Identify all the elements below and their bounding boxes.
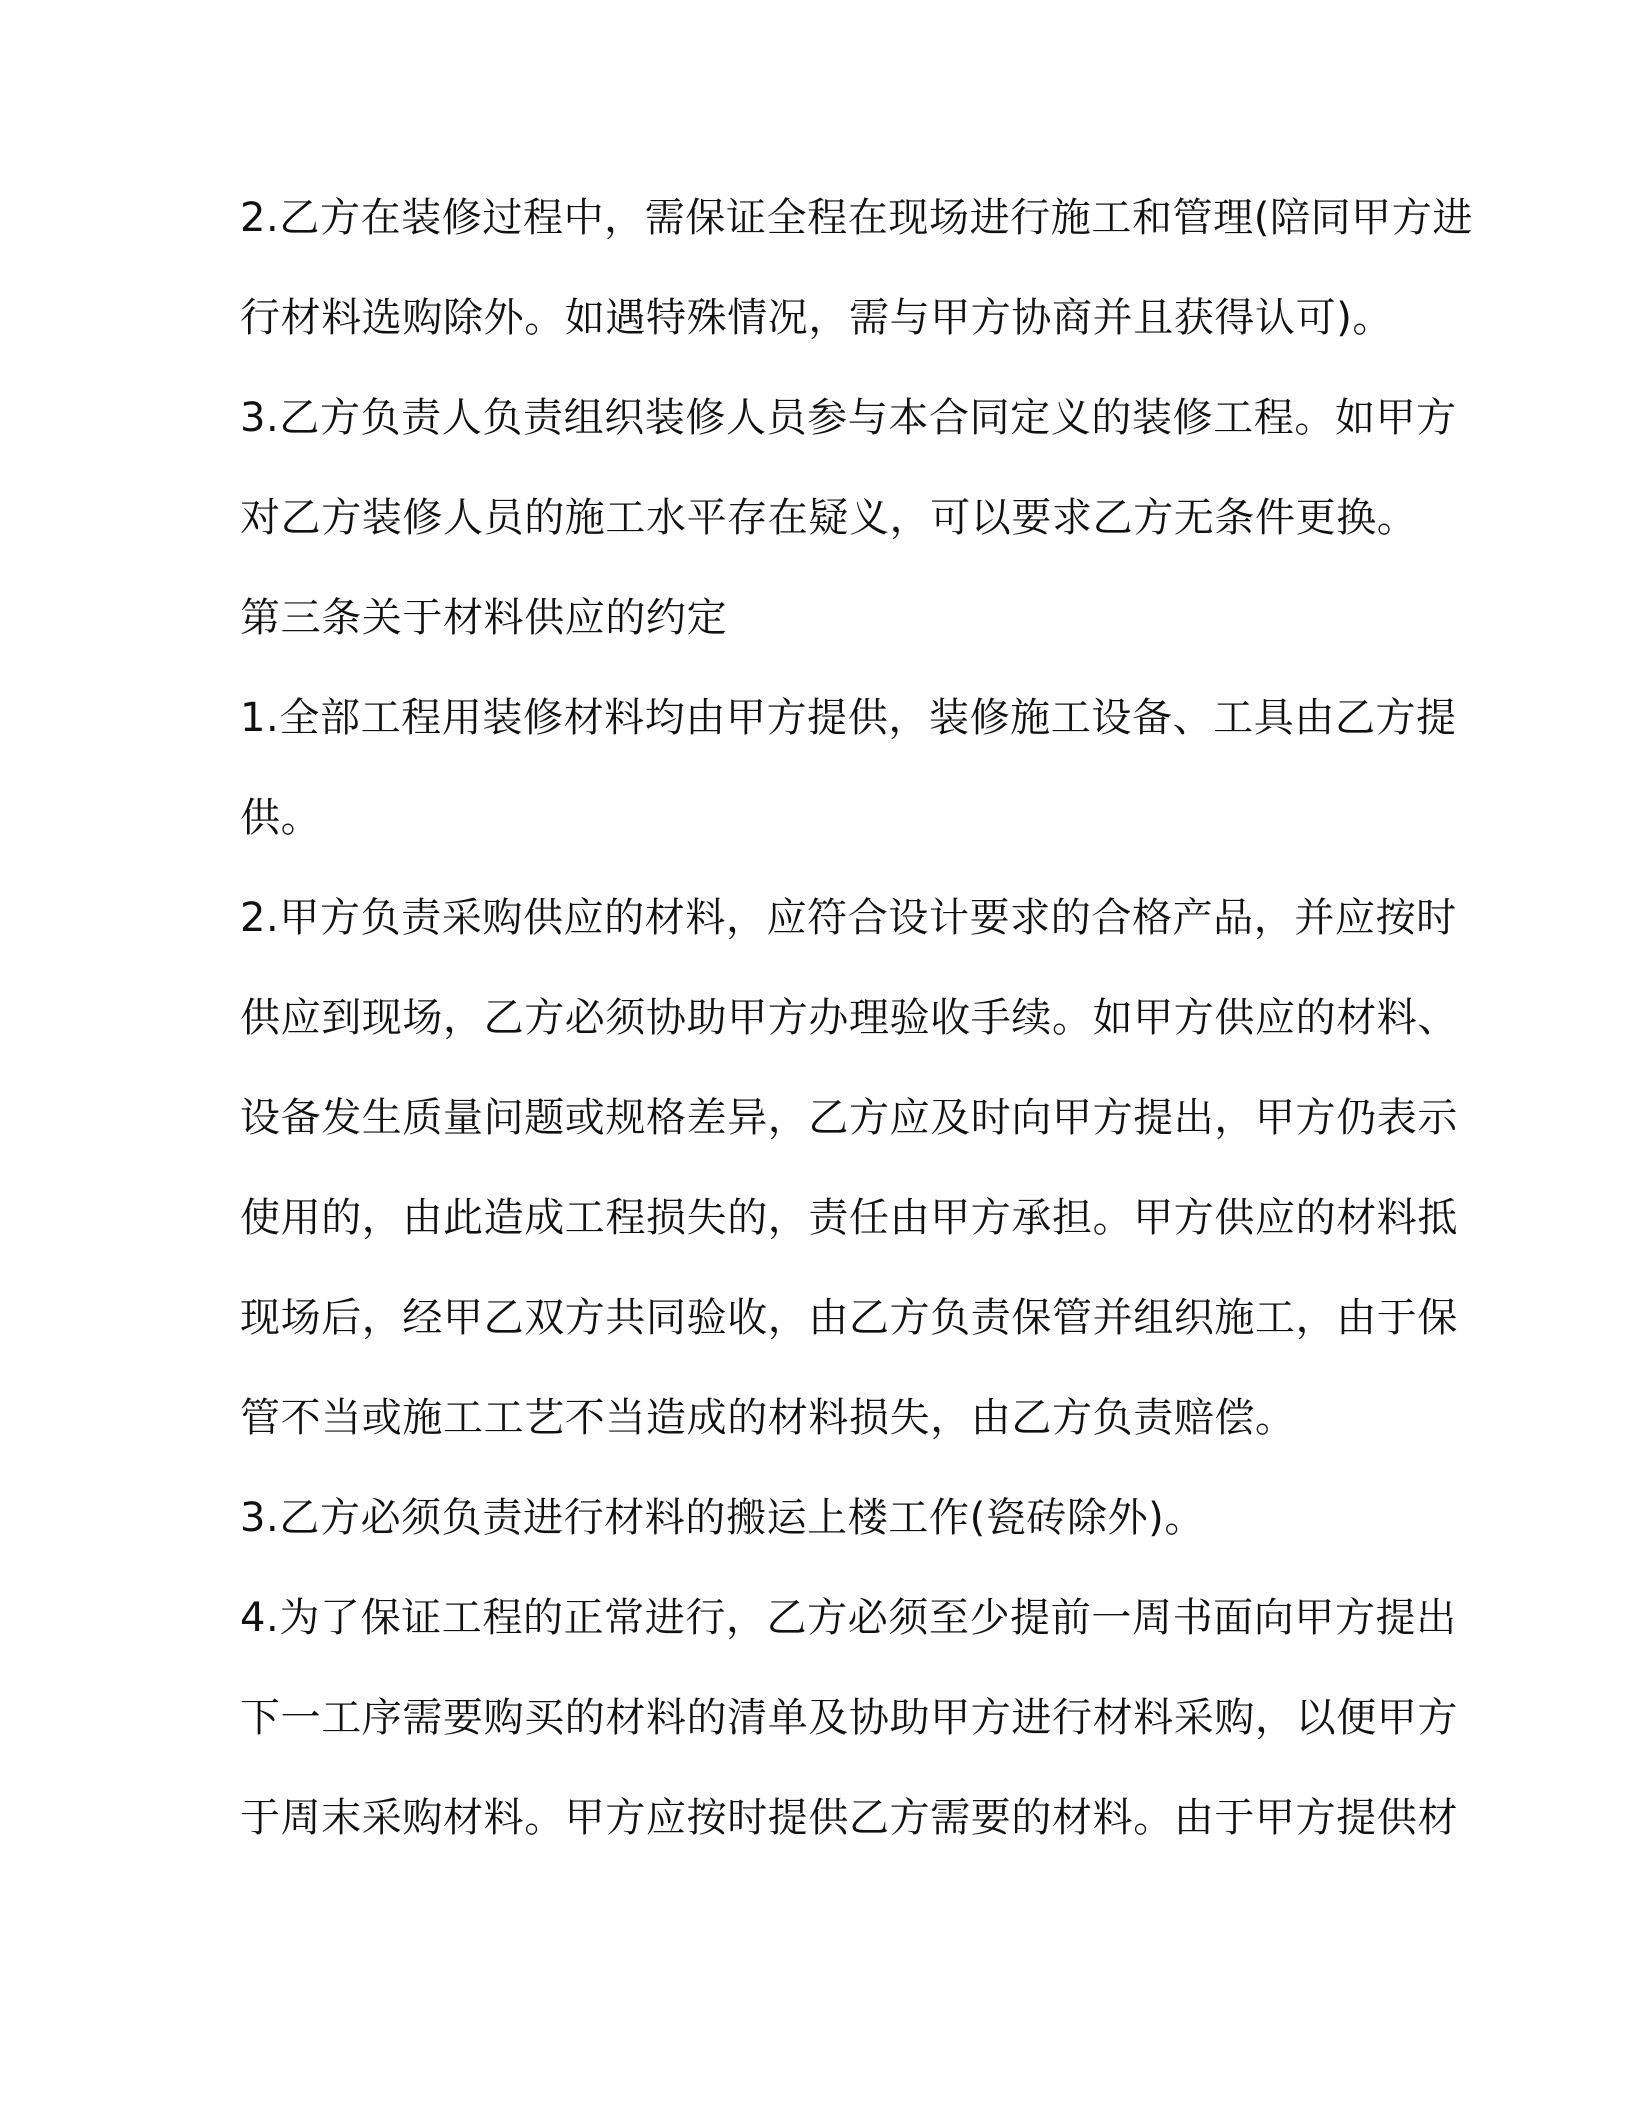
text-line: 供应到现场，乙方必须协助甲方办理验收手续。如甲方供应的材料、 <box>240 995 1458 1041</box>
text-line: 供。 <box>240 795 322 841</box>
text-line: 3.乙方负责人负责组织装修人员参与本合同定义的装修工程。如甲方 <box>240 395 1457 441</box>
text-line: 管不当或施工工艺不当造成的材料损失，由乙方负责赔偿。 <box>240 1395 1296 1441</box>
text-line: 现场后，经甲乙双方共同验收，由乙方负责保管并组织施工，由于保 <box>240 1295 1458 1341</box>
text-line: 2.甲方负责采购供应的材料，应符合设计要求的合格产品，并应按时 <box>240 895 1457 941</box>
text-line: 于周末采购材料。甲方应按时提供乙方需要的材料。由于甲方提供材 <box>240 1795 1458 1841</box>
text-line: 使用的，由此造成工程损失的，责任由甲方承担。甲方供应的材料抵 <box>240 1195 1458 1241</box>
section-heading: 第三条关于材料供应的约定 <box>240 595 728 641</box>
text-line: 下一工序需要购买的材料的清单及协助甲方进行材料采购，以便甲方 <box>240 1695 1458 1741</box>
text-line: 3.乙方必须负责进行材料的搬运上楼工作(瓷砖除外)。 <box>240 1495 1205 1541</box>
text-line: 行材料选购除外。如遇特殊情况，需与甲方协商并且获得认可)。 <box>240 295 1394 341</box>
text-line: 2.乙方在装修过程中，需保证全程在现场进行施工和管理(陪同甲方进 <box>240 195 1473 241</box>
text-line: 设备发生质量问题或规格差异，乙方应及时向甲方提出，甲方仍表示 <box>240 1095 1458 1141</box>
text-line: 对乙方装修人员的施工水平存在疑义，可以要求乙方无条件更换。 <box>240 495 1418 541</box>
text-line: 4.为了保证工程的正常进行，乙方必须至少提前一周书面向甲方提出 <box>240 1595 1457 1641</box>
text-line: 1.全部工程用装修材料均由甲方提供，装修施工设备、工具由乙方提 <box>240 695 1457 741</box>
